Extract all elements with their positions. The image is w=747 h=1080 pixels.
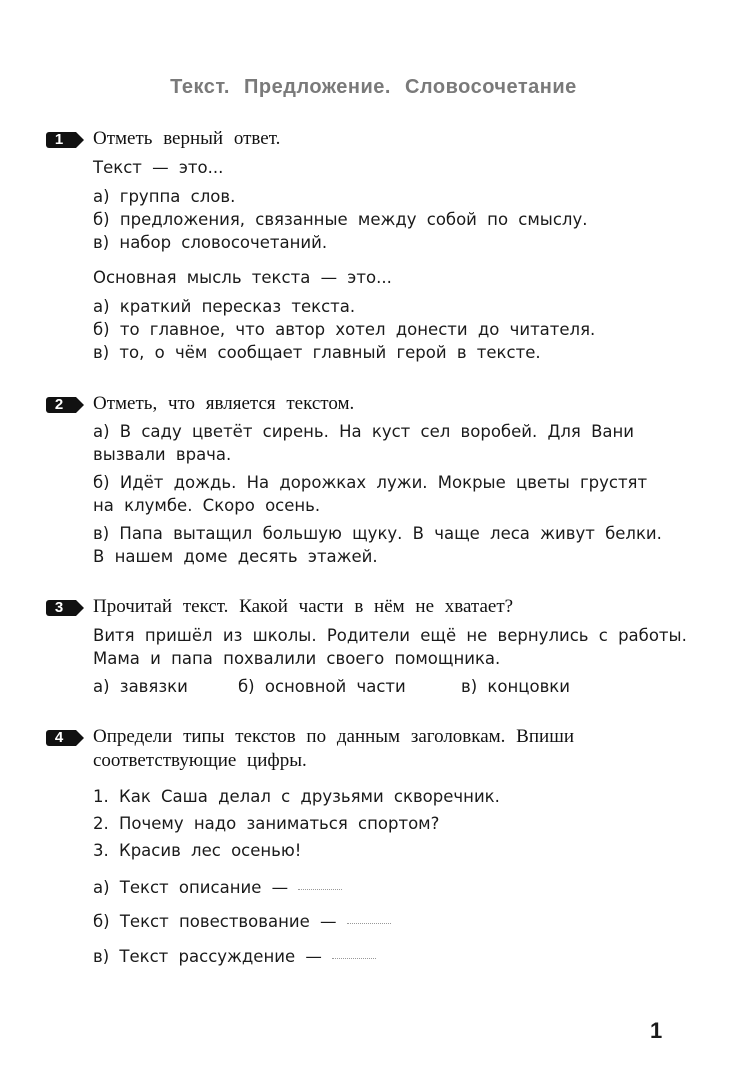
task-2-line: вызвали врача.: [93, 445, 232, 464]
task-1-option-1c: в) набор словосочетаний.: [93, 233, 328, 252]
task-4-title-2: 2. Почему надо заниматься спортом?: [93, 814, 440, 833]
task-2-badge: 2: [46, 397, 76, 413]
task-4-title-3: 3. Красив лес осенью!: [93, 841, 302, 860]
task-1-option-1b: б) предложения, связанные между собой по смыслу.: [93, 210, 588, 229]
task-4-answer-b: б) Текст повествование —: [93, 912, 391, 931]
answer-blank-a[interactable]: [298, 887, 342, 890]
task-3-option-c: в) концовки: [461, 677, 570, 696]
answer-blank-b[interactable]: [347, 921, 391, 924]
task-1-question: Отметь верный ответ.: [93, 128, 281, 149]
task-2-line: б) Идёт дождь. На дорожках лужи. Мокрые цветы грустят: [93, 473, 648, 492]
task-2-line: на клумбе. Скоро осень.: [93, 496, 321, 515]
task-1-option-2c: в) то, о чём сообщает главный герой в тексте.: [93, 343, 541, 362]
task-4-question: Определи типы текстов по данным заголовкам. Впиши: [93, 726, 574, 747]
task-3-badge: 3: [46, 600, 76, 616]
task-2-line: в) Папа вытащил большую щуку. В чаще леса живут белки.: [93, 524, 662, 543]
task-3-line: Мама и папа похвалили своего помощника.: [93, 649, 501, 668]
task-1-prompt-1: Текст — это...: [93, 158, 224, 177]
page-title: Текст. Предложение. Словосочетание: [170, 76, 577, 98]
task-2-line: В нашем доме десять этажей.: [93, 547, 378, 566]
task-1-option-1a: а) группа слов.: [93, 187, 236, 206]
task-4-question: соответствующие цифры.: [93, 750, 307, 771]
task-2-question: Отметь, что является текстом.: [93, 393, 355, 414]
task-3-option-a: а) завязки: [93, 677, 188, 696]
task-3-line: Витя пришёл из школы. Родители ещё не вернулись с работы.: [93, 626, 687, 645]
answer-blank-c[interactable]: [332, 956, 376, 959]
task-2-line: а) В саду цветёт сирень. На куст сел воробей. Для Вани: [93, 422, 635, 441]
task-4-title-1: 1. Как Саша делал с друзьями скворечник.: [93, 787, 500, 806]
task-1-prompt-2: Основная мысль текста — это...: [93, 268, 392, 287]
task-4-answer-c: в) Текст рассуждение —: [93, 947, 376, 966]
task-4-answer-a: а) Текст описание —: [93, 878, 342, 897]
task-1-badge: 1: [46, 132, 76, 148]
task-4-badge: 4: [46, 730, 76, 746]
task-3-question: Прочитай текст. Какой части в нём не хватает?: [93, 596, 514, 617]
task-1-option-2a: а) краткий пересказ текста.: [93, 297, 356, 316]
task-3-option-b: б) основной части: [238, 677, 406, 696]
page-number: 1: [650, 1018, 663, 1043]
task-1-option-2b: б) то главное, что автор хотел донести до читателя.: [93, 320, 596, 339]
